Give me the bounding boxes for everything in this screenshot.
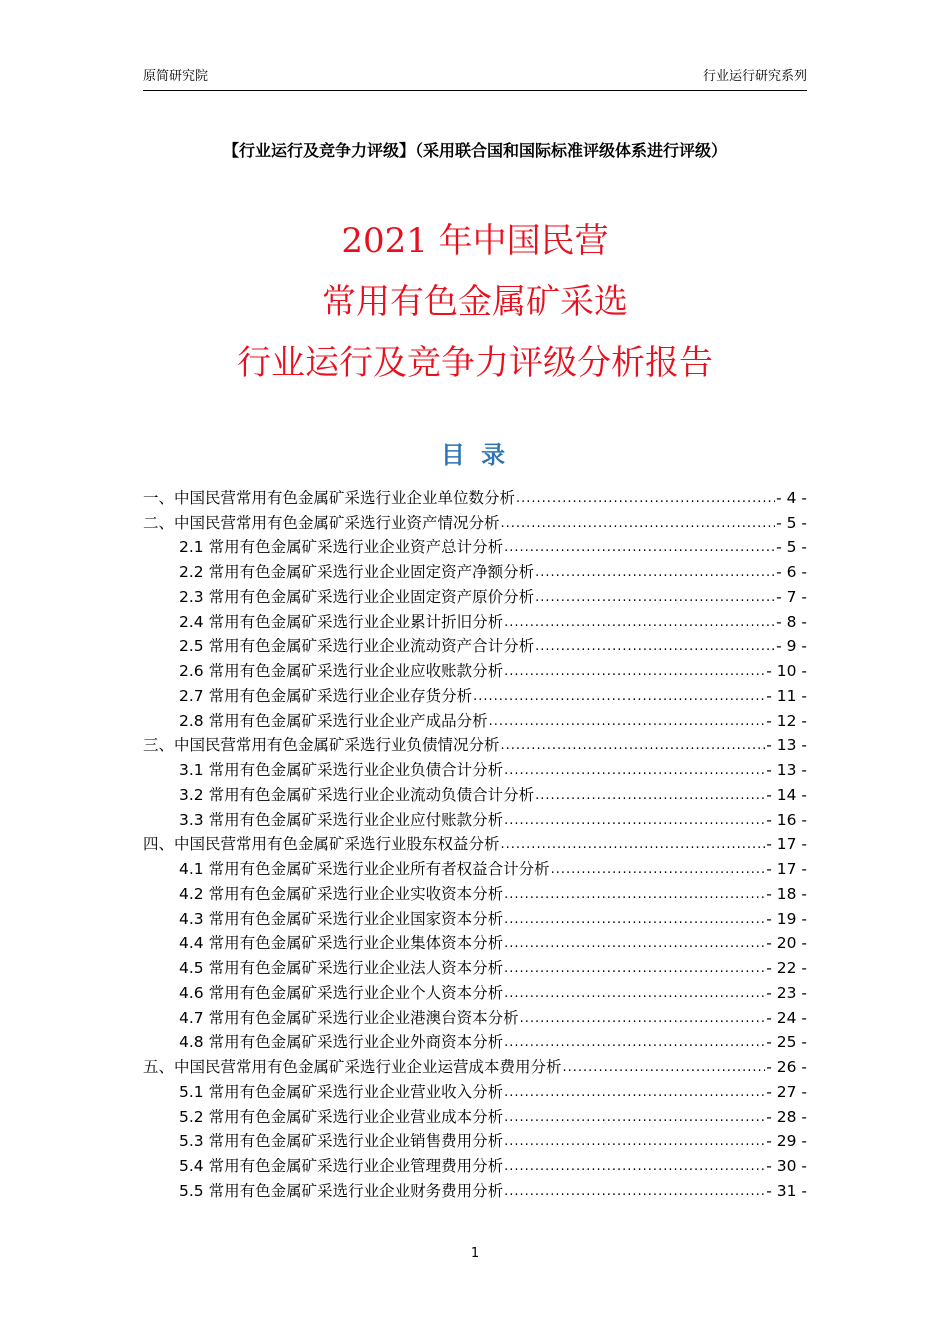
toc-entry-page: - 4 - [776, 488, 807, 507]
toc-entry[interactable] [143, 830, 807, 855]
toc-entry-page: - 25 - [766, 1033, 807, 1052]
toc-entry[interactable] [143, 607, 807, 632]
toc-entry-page: - 29 - [766, 1132, 807, 1151]
header-org-name: 原简研究院 [143, 69, 209, 84]
toc-entry-page: - 31 - [766, 1181, 807, 1200]
toc-entry[interactable] [143, 681, 807, 706]
toc-dot-leader [504, 762, 765, 780]
toc-entry[interactable] [143, 854, 807, 879]
toc-entry-page: - 8 - [776, 612, 807, 631]
toc-entry-label: 3.3 常用有色金属矿采选行业企业应付账款分析 [179, 810, 504, 829]
toc-dot-leader [516, 490, 775, 508]
toc-entry[interactable] [143, 1127, 807, 1152]
toc-entry[interactable] [143, 656, 807, 681]
report-subtitle: 【行业运行及竞争力评级】（采用联合国和国际标准评级体系进行评级） [222, 141, 727, 160]
toc-entry-label: 5.5 常用有色金属矿采选行业企业财务费用分析 [179, 1181, 504, 1200]
toc-entry[interactable] [143, 1176, 807, 1201]
toc-dot-leader [489, 713, 766, 731]
toc-dot-leader [504, 812, 765, 830]
toc-entry-page: - 12 - [766, 711, 807, 730]
toc-heading: 目 录 [440, 441, 510, 469]
toc-dot-leader [504, 663, 765, 681]
toc-entry[interactable] [143, 1102, 807, 1127]
toc-entry-page: - 9 - [776, 637, 807, 656]
toc-entry[interactable] [143, 929, 807, 954]
toc-dot-leader [535, 638, 775, 656]
toc-entry-page: - 13 - [766, 761, 807, 779]
toc-entry-page: - 5 - [776, 513, 807, 532]
toc-entry-label: 3.1 常用有色金属矿采选行业企业负债合计分析 [179, 761, 504, 779]
toc-entry-label: 2.6 常用有色金属矿采选行业企业应收账款分析 [179, 662, 504, 680]
toc-entry[interactable] [143, 1003, 807, 1028]
toc-entry[interactable] [143, 953, 807, 978]
toc-entry[interactable] [143, 508, 807, 533]
toc-entry-page: - 17 - [766, 860, 807, 878]
toc-entry[interactable] [143, 1151, 807, 1176]
toc-entry-page: - 10 - [766, 662, 807, 680]
toc-entry-page: - 13 - [766, 736, 807, 755]
toc-entry-label: 5.4 常用有色金属矿采选行业企业管理费用分析 [179, 1157, 504, 1175]
toc-entry-label: 2.7 常用有色金属矿采选行业企业存货分析 [179, 686, 473, 705]
toc-entry-page: - 28 - [766, 1107, 807, 1126]
toc-entry[interactable] [143, 1028, 807, 1053]
toc-dot-leader [504, 960, 765, 978]
toc-dot-leader [504, 985, 765, 1003]
toc-entry-page: - 18 - [766, 884, 807, 903]
toc-entry-label: 4.2 常用有色金属矿采选行业企业实收资本分析 [179, 884, 504, 903]
toc-entry-page: - 20 - [766, 934, 807, 953]
toc-dot-leader [504, 1158, 765, 1176]
toc-entry[interactable] [143, 904, 807, 929]
toc-entry-page: - 14 - [766, 785, 807, 804]
toc-dot-leader [504, 935, 765, 953]
toc-entry-label: 5.2 常用有色金属矿采选行业企业营业成本分析 [179, 1107, 504, 1126]
toc-entry-label: 4.6 常用有色金属矿采选行业企业个人资本分析 [179, 983, 504, 1002]
report-title-line-2: 常用有色金属矿采选 [322, 282, 628, 322]
toc-dot-leader [504, 1183, 765, 1201]
toc-entry[interactable] [143, 805, 807, 830]
toc-entry-page: - 19 - [766, 909, 807, 928]
toc-dot-leader [520, 1010, 766, 1028]
toc-entry-page: - 27 - [766, 1082, 807, 1101]
toc-entry-page: - 5 - [776, 538, 807, 557]
toc-entry[interactable] [143, 780, 807, 805]
toc-entry-page: - 7 - [776, 587, 807, 606]
toc-entry-label: 4.1 常用有色金属矿采选行业企业所有者权益合计分析 [179, 860, 550, 878]
toc-entry-page: - 30 - [766, 1157, 807, 1175]
toc-entry-label: 3.2 常用有色金属矿采选行业企业流动负债合计分析 [179, 785, 535, 804]
page-header [143, 66, 807, 91]
toc-dot-leader [504, 886, 765, 904]
report-title-line-1: 2021 年中国民营 [341, 221, 609, 261]
toc-dot-leader [473, 688, 765, 706]
toc-dot-leader [563, 1059, 766, 1077]
toc-entry[interactable] [143, 557, 807, 582]
toc-entry[interactable] [143, 582, 807, 607]
toc-entry-page: - 23 - [766, 983, 807, 1002]
toc-dot-leader [535, 787, 765, 805]
table-of-contents [143, 483, 807, 1201]
toc-entry[interactable] [143, 1077, 807, 1102]
toc-entry-label: 2.5 常用有色金属矿采选行业企业流动资产合计分析 [179, 637, 535, 656]
toc-entry[interactable] [143, 533, 807, 558]
toc-entry[interactable] [143, 632, 807, 657]
toc-entry-label: 4.4 常用有色金属矿采选行业企业集体资本分析 [179, 934, 504, 953]
toc-entry-label: 4.3 常用有色金属矿采选行业企业国家资本分析 [179, 909, 504, 928]
report-title-line-3: 行业运行及竞争力评级分析报告 [237, 343, 713, 383]
toc-dot-leader [504, 911, 765, 929]
toc-entry-page: - 24 - [766, 1008, 807, 1027]
toc-entry-page: - 17 - [766, 835, 807, 854]
toc-dot-leader [501, 737, 766, 755]
toc-entry-label: 4.7 常用有色金属矿采选行业企业港澳台资本分析 [179, 1008, 519, 1027]
toc-entry-label: 4.8 常用有色金属矿采选行业企业外商资本分析 [179, 1033, 504, 1052]
toc-dot-leader [501, 515, 776, 533]
toc-entry[interactable] [143, 755, 807, 780]
header-series-name: 行业运行研究系列 [702, 69, 807, 84]
toc-entry[interactable] [143, 731, 807, 756]
toc-dot-leader [535, 589, 775, 607]
toc-dot-leader [504, 539, 775, 557]
toc-entry[interactable] [143, 978, 807, 1003]
toc-entry-page: - 22 - [766, 959, 807, 977]
toc-entry-label: 四、中国民营常用有色金属矿采选行业股东权益分析 [143, 835, 500, 854]
toc-dot-leader [504, 1034, 765, 1052]
toc-dot-leader [535, 564, 775, 582]
toc-dot-leader [504, 1084, 765, 1102]
toc-entry-page: - 26 - [766, 1058, 807, 1076]
toc-entry-label: 一、中国民营常用有色金属矿采选行业企业单位数分析 [143, 488, 516, 507]
toc-entry-label: 2.2 常用有色金属矿采选行业企业固定资产净额分析 [179, 563, 535, 581]
toc-entry-label: 二、中国民营常用有色金属矿采选行业资产情况分析 [143, 513, 500, 532]
toc-entry-label: 三、中国民营常用有色金属矿采选行业负债情况分析 [143, 736, 500, 755]
toc-entry-label: 五、中国民营常用有色金属矿采选行业企业运营成本费用分析 [143, 1058, 562, 1076]
toc-dot-leader [504, 1109, 765, 1127]
toc-entry[interactable] [143, 706, 807, 731]
toc-entry-label: 2.1 常用有色金属矿采选行业企业资产总计分析 [179, 538, 504, 557]
toc-entry-label: 5.3 常用有色金属矿采选行业企业销售费用分析 [179, 1132, 504, 1151]
toc-dot-leader [504, 1133, 765, 1151]
toc-entry-page: - 16 - [766, 810, 807, 829]
toc-entry[interactable] [143, 1052, 807, 1077]
page-number: 1 [470, 1246, 480, 1261]
toc-entry[interactable] [143, 879, 807, 904]
toc-entry-label: 2.4 常用有色金属矿采选行业企业累计折旧分析 [179, 612, 504, 631]
toc-dot-leader [551, 861, 766, 879]
toc-entry-page: - 6 - [776, 563, 807, 581]
toc-entry-label: 4.5 常用有色金属矿采选行业企业法人资本分析 [179, 959, 504, 977]
toc-dot-leader [504, 614, 775, 632]
toc-entry-label: 2.8 常用有色金属矿采选行业企业产成品分析 [179, 711, 488, 730]
toc-entry-label: 2.3 常用有色金属矿采选行业企业固定资产原价分析 [179, 587, 535, 606]
toc-entry-label: 5.1 常用有色金属矿采选行业企业营业收入分析 [179, 1082, 504, 1101]
toc-entry-page: - 11 - [766, 686, 807, 705]
toc-entry[interactable] [143, 483, 807, 508]
toc-dot-leader [501, 836, 766, 854]
